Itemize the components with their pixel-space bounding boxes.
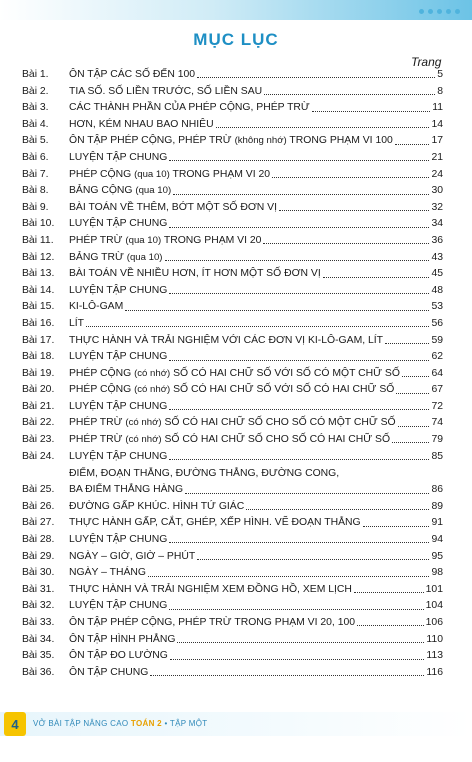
lesson-title: HƠN, KÉM NHAU BAO NHIÊU [69,118,214,130]
toc-row [22,170,443,180]
page-ref: 32 [431,201,443,213]
toc-row [22,535,443,545]
lesson-title: LUYỆN TẬP CHUNG [69,600,168,612]
toc-row [22,452,443,462]
lesson-title: ÔN TẬP CÁC SỐ ĐẾN 100 [69,69,196,80]
dot-leader [402,375,430,377]
lesson-number: Bài 31. [22,583,55,595]
lesson-title: BẢNG TRỪ (qua 10) [69,251,163,263]
dot-leader [169,159,429,161]
toc-row [22,336,443,346]
subject-highlight: TOÁN 2 [130,719,162,728]
lesson-number: Bài 21. [22,400,55,412]
dot-leader [197,558,429,560]
dot-leader [279,209,429,211]
page-ref: 53 [431,301,443,313]
toc-row [22,219,443,229]
lesson-title: PHÉP CỘNG (qua 10) TRONG PHẠM VI 20 [69,168,271,180]
page-ref: 43 [431,251,443,263]
toc-row [22,618,443,628]
book-title-footer: VỞ BÀI TẬP NÂNG CAO TOÁN 2 • TẬP MỘT [33,719,208,728]
lesson-number: Bài 14. [22,284,55,296]
toc-row [22,269,443,279]
page-ref: 48 [431,284,443,296]
toc-row [22,402,443,412]
lesson-number: Bài 32. [22,600,55,612]
page-ref: 8 [437,85,443,97]
dot-leader [392,441,429,443]
lesson-title: KI-LÔ-GAM [69,301,124,313]
lesson-number: Bài 2. [22,85,49,97]
lesson-title: BÀI TOÁN VỀ THÊM, BỚT MỘT SỐ ĐƠN VỊ [69,201,277,213]
dot-leader [170,658,425,660]
page-ref: 30 [431,185,443,197]
lesson-title: LUYỆN TẬP CHUNG [69,534,168,546]
page-title: MỤC LỤC [193,30,279,49]
lesson-number: Bài 34. [22,633,55,645]
dot-leader [357,624,424,626]
decorative-dots [419,9,460,14]
lesson-title: ÔN TẬP HÌNH PHẲNG [69,633,176,645]
dot-leader [169,458,429,460]
toc-row [22,502,443,512]
page-ref: 72 [431,400,443,412]
lesson-title: ĐƯỜNG GẤP KHÚC. HÌNH TỨ GIÁC [69,500,245,512]
dot-leader [216,126,430,128]
lesson-number: Bài 26. [22,500,55,512]
lesson-number: Bài 30. [22,567,55,579]
dot-leader [173,193,429,195]
toc-row [22,601,443,611]
table-of-contents [22,70,443,678]
page-ref: 106 [425,617,443,629]
lesson-title: ÔN TẬP CHUNG [69,666,149,678]
toc-row [22,585,443,595]
lesson-number: Bài 35. [22,650,55,662]
page-ref: 85 [431,450,443,462]
dot-leader [169,541,429,543]
dot-leader [246,508,429,510]
lesson-title: THỰC HÀNH VÀ TRẢI NGHIỆM XEM ĐỒNG HỒ, XEM LỊCH [69,583,352,595]
page-ref: 11 [432,102,443,114]
lesson-number: Bài 23. [22,434,55,446]
page-ref: 34 [431,218,443,230]
toc-row [22,369,443,379]
dot-leader [185,492,429,494]
lesson-title: PHÉP TRỪ (có nhớ) SỐ CÓ HAI CHỮ SỐ CHO SỐ CÓ MỘT CHỮ SỐ [69,417,396,429]
page-ref: 91 [431,517,443,529]
toc-row [22,253,443,263]
page-ref: 86 [431,484,443,496]
dot-leader [148,575,429,577]
toc-row [22,668,443,678]
toc-row [22,286,443,296]
page-ref: 62 [431,351,443,363]
page-ref: 17 [431,135,443,147]
lesson-number: Bài 9. [22,201,49,213]
page-ref: 104 [425,600,443,612]
page-ref: 79 [431,434,443,446]
dot-leader [312,110,430,112]
toc-row [22,302,443,312]
lesson-number: Bài 20. [22,384,55,396]
dot-leader [86,325,429,327]
dot-leader [395,143,430,145]
page-ref: 45 [431,268,443,280]
lesson-number: Bài 13. [22,268,55,280]
page-ref: 89 [431,500,443,512]
lesson-number: Bài 8. [22,185,49,197]
toc-row [22,120,443,130]
page-ref: 64 [431,367,443,379]
lesson-number: Bài 25. [22,484,55,496]
header-band [0,0,472,20]
toc-row [22,186,443,196]
toc-row [22,136,443,146]
lesson-title: LUYỆN TẬP CHUNG [69,400,168,412]
lesson-title: LUYỆN TẬP CHUNG [69,151,168,163]
lesson-title: CÁC THÀNH PHẦN CỦA PHÉP CỘNG, PHÉP TRỪ [69,102,310,114]
toc-row [22,319,443,329]
dot-leader [125,309,429,311]
page-ref: 94 [431,534,443,546]
dot-leader [323,276,430,278]
page-ref: 116 [426,666,443,678]
page-ref: 101 [425,583,443,595]
page-ref: 67 [431,384,443,396]
dot-leader [385,342,429,344]
toc-row [22,103,443,113]
dot-leader [169,408,429,410]
lesson-title: NGÀY – THÁNG [69,567,146,579]
toc-row [22,236,443,246]
toc-row [22,552,443,562]
page-ref: 74 [431,417,443,429]
lesson-number: Bài 7. [22,168,49,180]
lesson-number: Bài 4. [22,118,49,130]
toc-row [22,153,443,163]
lesson-title: LUYỆN TẬP CHUNG [69,284,168,296]
dot-leader [354,591,424,593]
dot-leader [396,392,429,394]
lesson-number: Bài 16. [22,317,55,329]
toc-row [22,651,443,661]
lesson-number: Bài 17. [22,334,55,346]
lesson-title: PHÉP CỘNG (có nhớ) SỐ CÓ HAI CHỮ SỐ VỚI SỐ CÓ MỘT CHỮ SỐ [69,367,400,379]
dot-leader [197,76,435,78]
lesson-title: TIA SỐ. SỐ LIỀN TRƯỚC, SỐ LIỀN SAU [69,85,263,97]
dot-leader [165,259,430,261]
lesson-number: Bài 18. [22,351,55,363]
lesson-number: Bài 22. [22,417,55,429]
toc-row [22,70,443,80]
toc-row [22,418,443,428]
lesson-number: Bài 28. [22,534,55,546]
toc-row [22,568,443,578]
page-ref: 113 [426,650,443,662]
page-ref: 95 [431,550,443,562]
lesson-number: Bài 12. [22,251,55,263]
lesson-title: BA ĐIỂM THẲNG HÀNG [69,484,184,496]
dot-leader [263,242,429,244]
toc-row [22,385,443,395]
lesson-number: Bài 1. [22,69,49,80]
lesson-title: LUYỆN TẬP CHUNG [69,351,168,363]
lesson-number: Bài 5. [22,135,49,147]
lesson-title: LÍT [69,317,85,329]
lesson-title: THỰC HÀNH GẤP, CẮT, GHÉP, XẾP HÌNH. VẼ ĐOẠN THẲNG [69,517,361,529]
toc-row [22,469,443,496]
lesson-number: Bài 3. [22,102,49,114]
page-ref: 59 [431,334,443,346]
lesson-number: Bài 36. [22,666,55,678]
lesson-title: LUYỆN TẬP CHUNG [69,218,168,230]
dot-leader [150,674,424,676]
dot-leader [264,93,435,95]
dot-leader [169,292,429,294]
dot-leader [363,525,430,527]
lesson-title: PHÉP TRỪ (qua 10) TRONG PHẠM VI 20 [69,234,262,246]
lesson-title: PHÉP TRỪ (có nhớ) SỐ CÓ HAI CHỮ SỐ CHO SỐ CÓ HAI CHỮ SỐ [69,434,391,446]
page-ref: 21 [431,151,443,163]
toc-row [22,352,443,362]
lesson-title: BÀI TOÁN VỀ NHIỀU HƠN, ÍT HƠN MỘT SỐ ĐƠN VỊ [69,268,321,280]
lesson-title: THỰC HÀNH VÀ TRẢI NGHIỆM VỚI CÁC ĐƠN VỊ KI-LÔ-GAM, LÍT [69,334,384,346]
lesson-number: Bài 6. [22,151,49,163]
toc-row [22,203,443,213]
page-ref: 110 [426,633,443,645]
lesson-number: Bài 11. [22,234,54,246]
lesson-number: Bài 24. [22,450,55,462]
page-column-label: Trang [411,55,442,69]
lesson-number: Bài 33. [22,617,55,629]
dot-leader [169,226,429,228]
page-ref: 56 [431,317,443,329]
dot-leader [177,641,424,643]
lesson-title: NGÀY – GIỜ, GIỜ – PHÚT [69,550,196,562]
lesson-number: Bài 29. [22,550,55,562]
toc-row [22,435,443,445]
lesson-title: ÔN TẬP ĐO LƯỜNG [69,650,168,662]
page-ref: 14 [431,118,443,130]
dot-leader [169,608,423,610]
page-ref: 36 [431,234,443,246]
dot-leader [398,425,430,427]
page-ref: 5 [437,69,443,80]
lesson-title: PHÉP CỘNG (có nhớ) SỐ CÓ HAI CHỮ SỐ VỚI SỐ CÓ HAI CHỮ SỐ [69,384,395,396]
lesson-title: ÔN TẬP PHÉP CỘNG, PHÉP TRỪ (không nhớ) TRONG PHẠM VI 100 [69,135,393,147]
lesson-title: ÔN TẬP PHÉP CỘNG, PHÉP TRỪ TRONG PHẠM VI 20, 100 [69,617,356,629]
toc-row [22,635,443,645]
lesson-number: Bài 10. [22,218,55,230]
lesson-title: LUYỆN TẬP CHUNG [69,450,168,462]
lesson-title: ĐIỂM, ĐOẠN THẲNG, ĐƯỜNG THẲNG, ĐƯỜNG CONG, [69,468,340,480]
page-ref: 24 [431,168,443,180]
lesson-number: Bài 27. [22,517,55,529]
dot-leader [272,176,429,178]
toc-row [22,518,443,528]
lesson-title: BẢNG CỘNG (qua 10) [69,185,172,197]
page-ref: 98 [431,567,443,579]
lesson-number: Bài 15. [22,301,55,313]
lesson-number: Bài 19. [22,367,55,379]
dot-leader [169,359,429,361]
toc-row [22,87,443,97]
page-number: 4 [4,712,26,736]
